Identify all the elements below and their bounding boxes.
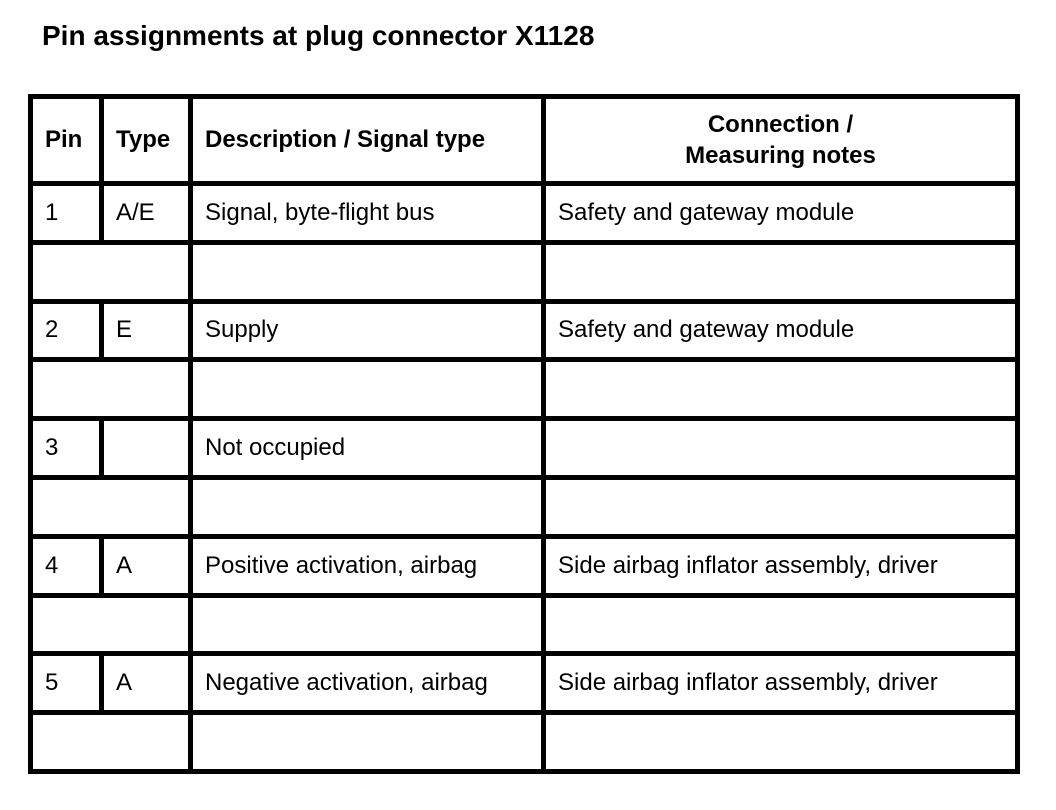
cell-description: Supply <box>191 301 544 360</box>
cell-note-blank <box>31 360 191 419</box>
cell-note-description <box>191 477 544 536</box>
cell-note <box>544 595 1018 654</box>
cell-connection: Side airbag inflator assembly, driver <box>544 536 1018 595</box>
cell-type <box>102 419 191 478</box>
table-note-row <box>31 713 1018 772</box>
table-note-row <box>31 595 1018 654</box>
header-pin: Pin <box>31 97 102 184</box>
header-connection <box>544 97 1018 184</box>
cell-pin: 2 <box>31 301 102 360</box>
cell-pin: 4 <box>31 536 102 595</box>
cell-note-description <box>191 242 544 301</box>
document-title: Pin assignments at plug connector X1128 <box>42 20 595 51</box>
cell-note <box>544 360 1018 419</box>
cell-connection: Safety and gateway module <box>544 184 1018 243</box>
header-description: Description / Signal type <box>191 97 544 184</box>
cell-note-blank <box>31 477 191 536</box>
cell-pin: 3 <box>31 419 102 478</box>
cell-description: Signal, byte-flight bus <box>191 184 544 243</box>
cell-connection <box>544 419 1018 478</box>
cell-note-blank <box>31 595 191 654</box>
cell-pin: 1 <box>31 184 102 243</box>
cell-type: E <box>102 301 191 360</box>
pin-assignment-table <box>28 94 1020 774</box>
cell-note-description <box>191 360 544 419</box>
header-connection-line1: Connection / <box>707 111 854 138</box>
header-type: Type <box>102 97 191 184</box>
cell-description: Not occupied <box>191 419 544 478</box>
cell-description: Positive activation, airbag <box>191 536 544 595</box>
table-row <box>31 301 1018 360</box>
table-note-row <box>31 477 1018 536</box>
cell-pin: 5 <box>31 654 102 713</box>
table-row <box>31 536 1018 595</box>
cell-note-description <box>191 713 544 772</box>
cell-type: A/E <box>102 184 191 243</box>
cell-note-description <box>191 595 544 654</box>
cell-note <box>544 713 1018 772</box>
table-row <box>31 654 1018 713</box>
cell-connection: Safety and gateway module <box>544 301 1018 360</box>
table-row <box>31 419 1018 478</box>
cell-connection: Side airbag inflator assembly, driver <box>544 654 1018 713</box>
header-row <box>31 97 1018 184</box>
cell-note <box>544 477 1018 536</box>
table-note-row <box>31 242 1018 301</box>
cell-type: A <box>102 654 191 713</box>
cell-type: A <box>102 536 191 595</box>
cell-note <box>544 242 1018 301</box>
cell-note-blank <box>31 242 191 301</box>
table-note-row <box>31 360 1018 419</box>
table-row <box>31 184 1018 243</box>
cell-description: Negative activation, airbag <box>191 654 544 713</box>
header-connection-line2: Measuring notes <box>685 142 876 169</box>
cell-note-blank <box>31 713 191 772</box>
